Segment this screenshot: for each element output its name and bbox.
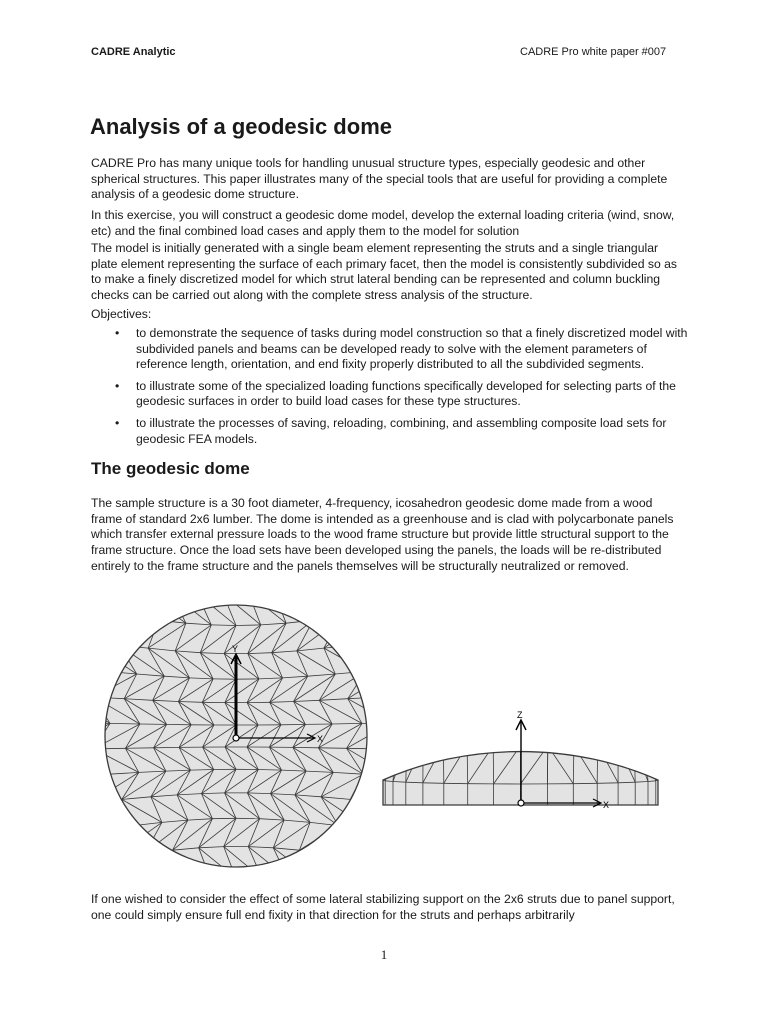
- strut: [412, 681, 448, 708]
- strut: [557, 684, 560, 711]
- strut: [301, 598, 314, 620]
- strut: [125, 748, 153, 749]
- strut: [619, 709, 651, 743]
- strut: [430, 723, 443, 749]
- strut: [533, 684, 534, 711]
- strut: [593, 682, 604, 710]
- strut: [557, 664, 600, 681]
- strut: [430, 697, 443, 723]
- strut: [378, 852, 417, 874]
- geodesic-dome-drawing: [383, 656, 659, 810]
- strut: [651, 743, 659, 781]
- strut: [423, 783, 444, 784]
- strut: [378, 749, 391, 775]
- strut: [100, 801, 107, 827]
- bullet-icon: •: [115, 326, 120, 340]
- strut: [404, 671, 417, 697]
- strut: [350, 799, 365, 826]
- header-company: CADRE Analytic: [91, 46, 176, 58]
- strut: [100, 620, 133, 646]
- strut: [601, 680, 602, 681]
- strut: [478, 662, 484, 664]
- strut: [378, 852, 391, 874]
- strut: [327, 852, 366, 874]
- strut: [390, 742, 396, 743]
- strut: [499, 666, 508, 684]
- strut: [440, 680, 448, 681]
- strut: [507, 684, 533, 711]
- strut: [619, 708, 629, 709]
- strut: [560, 711, 574, 746]
- closing-paragraph: If one wished to consider the effect of some lateral stabilizing support on the 2x6 struts due to panel support, one could simply ensure full end fixity in that direction for the struts and perhaps arbitrarily: [91, 892, 675, 922]
- strut: [542, 664, 558, 665]
- strut: [378, 671, 391, 697]
- strut: [146, 850, 173, 852]
- strut: [327, 852, 340, 874]
- section-paragraph: The sample structure is a 30 foot diameter, 4-frequency, icosahedron geodesic dome made from a wood frame of standard 2x6 lumber. The dome is intended as a greenhouse and is clad with polycarbonate panels which transfer external pressure loads to the wood frame structure but provide little structural support to the frame structure. Once the load sets have been developed using the panels, the loads will be re-distributed entirely to the frame structure and the panels themselves will be structurally neutralized or removed.: [91, 496, 674, 573]
- strut: [634, 743, 645, 744]
- strut: [133, 620, 159, 621]
- strut: [378, 697, 417, 723]
- x-axis-label: X: [317, 734, 324, 744]
- strut: [584, 710, 604, 711]
- strut: [412, 708, 422, 709]
- strut: [619, 709, 645, 743]
- strut: [578, 682, 593, 683]
- strut: [404, 723, 417, 749]
- strut: [463, 664, 484, 682]
- strut: [404, 620, 417, 646]
- strut: [404, 646, 443, 672]
- strut: [383, 742, 391, 780]
- strut: [521, 656, 558, 664]
- objective-text: to illustrate the processes of saving, reloading, combining, and assembling composite load sets for geodesic FEA models.: [136, 415, 667, 446]
- strut: [645, 743, 651, 744]
- strut: [352, 852, 365, 874]
- strut: [560, 710, 584, 711]
- strut: [604, 710, 645, 744]
- page-title: Analysis of a geodesic dome: [90, 114, 392, 139]
- strut: [100, 598, 107, 620]
- strut: [100, 774, 109, 800]
- strut: [299, 850, 339, 874]
- strut: [423, 744, 443, 745]
- strut: [100, 598, 133, 620]
- strut: [542, 666, 558, 684]
- strut: [299, 850, 326, 852]
- strut: [521, 656, 564, 662]
- strut: [499, 666, 533, 684]
- strut: [521, 660, 542, 666]
- strut: [521, 666, 534, 684]
- strut: [542, 666, 578, 683]
- objectives-list: [91, 326, 691, 453]
- strut: [534, 711, 548, 746]
- intro-paragraph-3: The model is initially generated with a single beam element representing the struts and a single triangular plate element representing the surface of each primary facet, then the model is consistently subdivided so as to make a finely discretized model for which strut lateral bending can be represented and column buckling checks can be carried out along with the complete stress analysis of the structure.: [91, 241, 677, 303]
- strut: [557, 664, 600, 681]
- strut: [481, 683, 484, 711]
- strut: [407, 743, 423, 744]
- strut: [378, 827, 391, 853]
- strut: [404, 723, 443, 749]
- strut: [100, 598, 107, 620]
- strut: [499, 666, 508, 684]
- geodesic-figure: [100, 598, 670, 874]
- strut: [604, 709, 619, 710]
- strut: [584, 710, 618, 744]
- strut: [448, 662, 478, 681]
- strut: [404, 646, 417, 672]
- strut: [533, 684, 560, 711]
- strut: [437, 710, 457, 711]
- strut: [396, 708, 412, 742]
- geodesic-sphere-drawing: [100, 598, 443, 874]
- strut: [407, 708, 412, 743]
- strut: [146, 598, 159, 620]
- strut: [404, 697, 443, 723]
- objectives-label: Objectives:: [91, 307, 152, 321]
- strut: [604, 710, 634, 744]
- strut: [422, 681, 449, 709]
- strut: [324, 620, 340, 649]
- strut: [352, 620, 391, 646]
- strut: [100, 774, 109, 775]
- strut: [457, 710, 493, 745]
- strut: [457, 710, 481, 711]
- strut: [120, 852, 159, 874]
- strut: [378, 827, 417, 853]
- strut: [557, 664, 601, 680]
- strut: [100, 827, 107, 853]
- dome-origin-marker: [518, 800, 524, 806]
- strut: [604, 710, 618, 745]
- strut: [481, 711, 493, 746]
- strut: [507, 711, 548, 746]
- strut: [378, 620, 417, 646]
- list-item: [91, 379, 691, 410]
- objective-text: to demonstrate the sequence of tasks during model construction so that a finely discretized model with subdivided panels and beams can be developed ready to solve with the element parameters of reference length, orientation, and end fixity properly distributed to all the subdivided segments.: [136, 326, 688, 372]
- strut: [557, 662, 563, 664]
- strut: [601, 681, 629, 708]
- strut: [478, 656, 521, 662]
- strut: [457, 683, 484, 711]
- strut: [448, 681, 463, 682]
- bullet-icon: •: [115, 378, 120, 393]
- strut: [385, 742, 390, 781]
- section-heading: The geodesic dome: [91, 459, 250, 478]
- strut: [396, 743, 407, 744]
- strut: [430, 852, 443, 874]
- strut: [584, 710, 598, 745]
- strut: [542, 666, 593, 683]
- strut: [593, 681, 601, 682]
- intro-paragraph-2: In this exercise, you will construct a geodesic dome model, develop the external loading criteria (wind, snow, etc) and the final combined load cases and apply them to the model for solution: [91, 208, 675, 238]
- strut: [533, 684, 534, 711]
- strut: [440, 662, 478, 680]
- strut: [324, 620, 365, 649]
- strut: [100, 801, 107, 827]
- header-paper-id: CADRE Pro white paper #007: [520, 46, 667, 58]
- strut: [378, 620, 391, 646]
- y-axis-label: Y: [232, 644, 239, 654]
- strut: [521, 660, 542, 666]
- strut: [652, 742, 659, 780]
- strut: [430, 598, 443, 620]
- strut: [629, 708, 652, 742]
- strut: [363, 774, 391, 775]
- strut: [120, 620, 133, 646]
- strut: [430, 620, 443, 646]
- strut: [100, 646, 107, 672]
- strut: [352, 598, 365, 620]
- strut: [521, 666, 542, 667]
- strut: [484, 656, 521, 664]
- strut: [593, 682, 629, 708]
- strut: [601, 681, 633, 707]
- strut: [100, 671, 107, 697]
- strut: [301, 598, 340, 620]
- strut: [407, 709, 422, 743]
- strut: [404, 852, 417, 874]
- strut: [430, 827, 443, 853]
- strut: [404, 598, 417, 620]
- strut: [404, 620, 443, 646]
- strut: [499, 660, 520, 666]
- strut: [404, 671, 443, 697]
- strut: [422, 709, 423, 744]
- strut: [120, 826, 134, 853]
- strut: [404, 697, 417, 723]
- strut: [484, 666, 500, 683]
- strut: [120, 852, 133, 874]
- strut: [378, 671, 417, 697]
- strut: [604, 710, 634, 744]
- strut: [437, 682, 463, 710]
- strut: [327, 598, 340, 620]
- strut: [100, 852, 107, 874]
- strut: [404, 852, 443, 874]
- strut: [146, 852, 159, 874]
- dome-x-axis-label: X: [603, 800, 610, 810]
- strut: [463, 664, 484, 682]
- strut: [422, 709, 437, 710]
- strut: [350, 799, 378, 800]
- strut: [100, 620, 107, 646]
- strut: [352, 646, 365, 672]
- strut: [404, 827, 417, 853]
- strut: [100, 799, 122, 800]
- strut: [318, 748, 346, 749]
- strut: [146, 852, 185, 874]
- strut: [100, 671, 107, 697]
- strut: [422, 682, 464, 709]
- objective-text: to illustrate some of the specialized loading functions specifically developed for selecting parts of the geodesic surfaces in order to build load cases for these type structures.: [136, 378, 676, 409]
- page-number: 1: [380, 947, 388, 962]
- strut: [338, 826, 365, 827]
- strut: [597, 783, 618, 784]
- strut: [423, 710, 437, 744]
- strut: [618, 744, 634, 745]
- strut: [409, 707, 412, 708]
- strut: [352, 646, 391, 672]
- strut: [404, 598, 443, 620]
- strut: [578, 683, 604, 710]
- strut: [632, 707, 652, 742]
- strut: [378, 646, 417, 672]
- strut: [327, 827, 366, 853]
- strut: [352, 827, 391, 853]
- strut: [557, 683, 578, 684]
- strut: [100, 620, 107, 646]
- strut: [507, 684, 508, 712]
- strut: [437, 682, 463, 710]
- strut: [448, 664, 483, 681]
- strut: [499, 656, 520, 666]
- origin-marker: [233, 735, 239, 741]
- dome-z-axis-label: Z: [517, 710, 523, 720]
- strut: [563, 662, 602, 680]
- strut: [313, 620, 339, 621]
- strut: [534, 711, 574, 745]
- intro-paragraph-1: CADRE Pro has many unique tools for handling unusual structure types, especially geodesic and other spherical structures. This paper illustrates many of the special tools that are useful for providing a complete analysis of a geodesic dome structure.: [91, 156, 668, 202]
- strut: [107, 826, 134, 827]
- bullet-icon: •: [115, 415, 120, 430]
- strut: [327, 598, 366, 620]
- strut: [484, 664, 500, 665]
- strut: [437, 710, 467, 745]
- strut: [593, 682, 620, 709]
- strut: [521, 660, 558, 664]
- strut: [430, 646, 443, 672]
- strut: [481, 711, 521, 746]
- strut: [352, 620, 365, 646]
- strut: [100, 774, 109, 800]
- strut: [542, 666, 578, 683]
- strut: [578, 683, 584, 711]
- strut: [120, 598, 159, 620]
- strut: [352, 852, 391, 874]
- strut: [437, 710, 444, 745]
- strut: [484, 683, 508, 684]
- strut: [457, 682, 463, 710]
- strut: [100, 852, 107, 874]
- strut: [378, 697, 391, 723]
- strut: [651, 742, 652, 743]
- strut: [484, 656, 521, 664]
- list-item: [91, 326, 691, 373]
- strut: [437, 710, 444, 745]
- strut: [560, 711, 598, 745]
- strut: [378, 646, 391, 672]
- strut: [651, 743, 656, 781]
- strut: [602, 680, 633, 707]
- strut: [629, 708, 651, 742]
- strut: [120, 598, 133, 620]
- strut: [378, 723, 417, 749]
- strut: [100, 827, 107, 853]
- strut: [463, 682, 484, 683]
- strut: [412, 680, 440, 708]
- strut: [390, 707, 409, 742]
- strut: [499, 666, 520, 667]
- strut: [299, 850, 313, 874]
- strut: [557, 664, 592, 682]
- strut: [593, 682, 620, 709]
- strut: [100, 852, 133, 874]
- strut: [378, 598, 391, 620]
- strut: [629, 707, 632, 708]
- strut: [100, 826, 134, 853]
- strut: [481, 684, 508, 711]
- strut: [396, 707, 409, 742]
- strut: [378, 598, 417, 620]
- strut: [430, 671, 443, 697]
- strut: [378, 723, 391, 749]
- strut: [557, 684, 584, 711]
- strut: [100, 646, 107, 672]
- strut: [352, 827, 365, 853]
- strut: [457, 710, 467, 745]
- strut: [521, 666, 558, 683]
- strut: [352, 598, 391, 620]
- list-item: [91, 416, 691, 447]
- strut: [409, 680, 441, 707]
- strut: [404, 827, 443, 853]
